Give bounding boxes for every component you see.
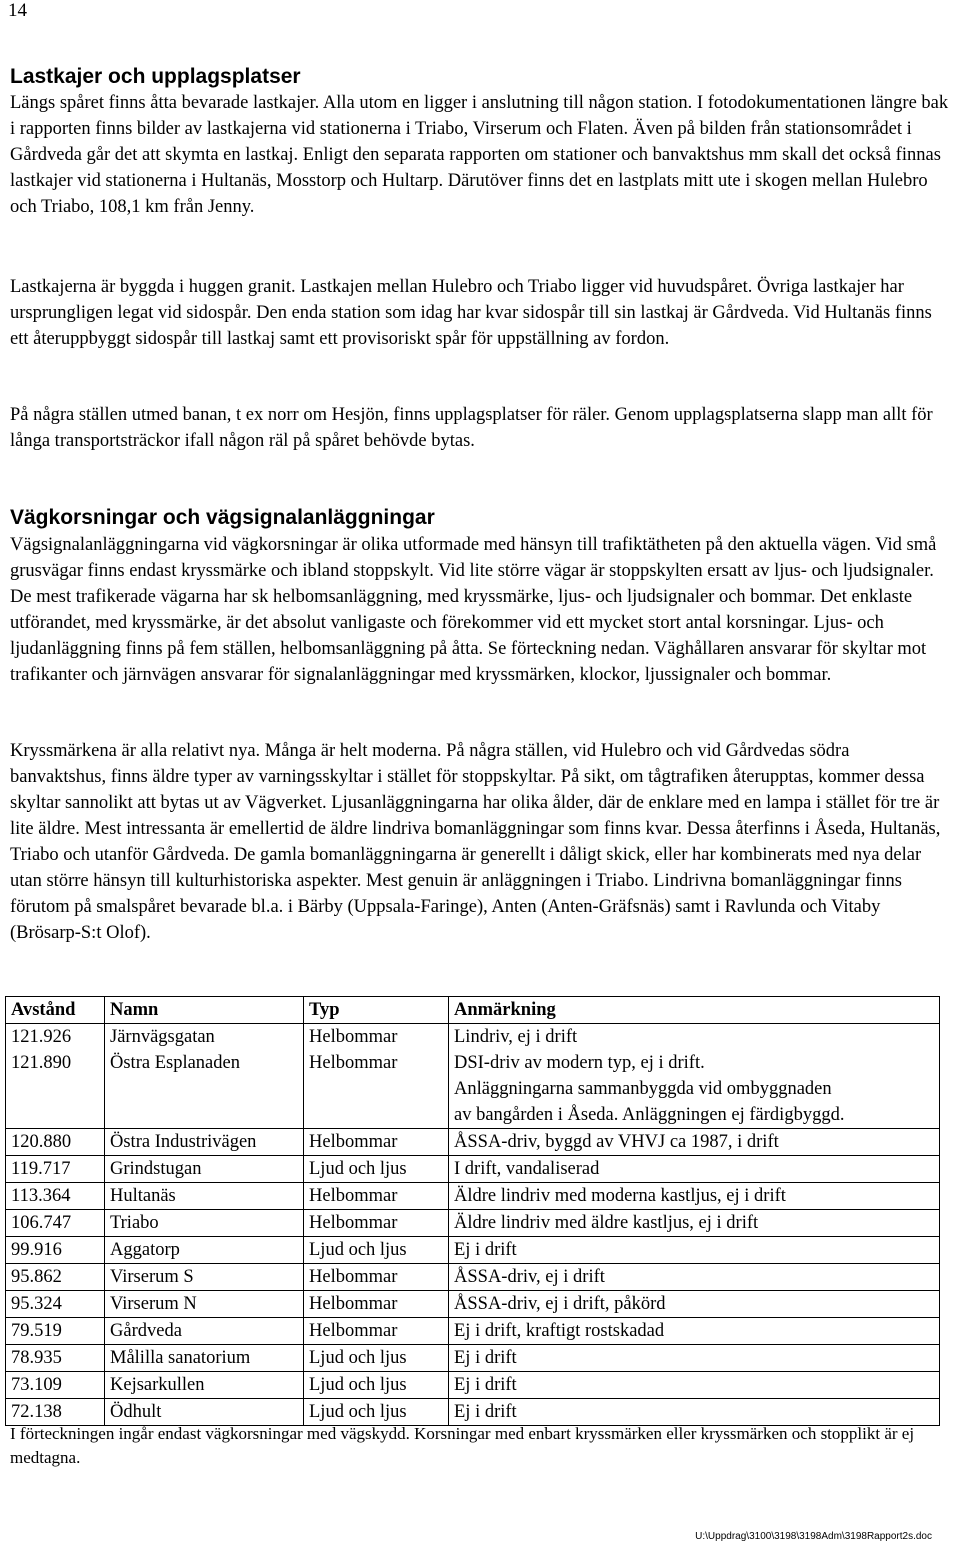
cell-name: Virserum S [105, 1264, 304, 1291]
table-row [6, 1372, 940, 1399]
cell-type: Ljud och ljus [304, 1156, 449, 1183]
cell-distance: 79.519 [6, 1318, 105, 1345]
cell-remark: ÅSSA-driv, ej i drift [449, 1264, 940, 1291]
cell-remark: Ej i drift [449, 1237, 940, 1264]
cell-distance: 73.109 [6, 1372, 105, 1399]
cell-line: DSI-driv av modern typ, ej i drift. [454, 1053, 705, 1073]
paragraph: Kryssmärkena är alla relativt nya. Många är helt moderna. På några ställen, vid Hulebro och vid Gårdvedas södra banvaktshus, finns äldre typer av varningsskyltar i stället för stoppskyltar. På sikt, om tågtrafiken återupptas, kommer dessa skyltar sannolikt att bytas ut av Vägverket. Ljusanläggningarna har olika ålder, där de enklare med en lampa i stället för tre är lite äldre. Mest intressanta är emellertid de äldre lindriva bomanläggningar som finns kvar. Dessa återfinns i Åseda, Hultanäs, Triabo och utanför Gårdveda. De gamla bomanläggningarna är generellt i dåligt skick, eller har kombinerats med nya delar utan större hänsyn till kulturhistoriska aspekter. Mest genuin är anläggningen i Triabo. Lindrivna bomanläggningar finns förutom på smalspåret bevarade bl.a. i Bärby (Uppsala-Faringe), Anten (Anten-Gräfsnäs) samt i Ravlunda och Vitaby (Brösarp-S:t Olof). [10, 741, 941, 943]
cell-line: av bangården i Åseda. Anläggningen ej färdigbyggd. [454, 1105, 845, 1125]
cell-distance: 72.138 [6, 1399, 105, 1426]
cell-type: Ljud och ljus [304, 1399, 449, 1426]
column-header-name: Namn [105, 997, 304, 1024]
table-row [6, 1129, 940, 1156]
cell-distance: 113.364 [6, 1183, 105, 1210]
cell-remark: ÅSSA-driv, ej i drift, påkörd [449, 1291, 940, 1318]
cell-name: Ödhult [105, 1399, 304, 1426]
cell-type: Ljud och ljus [304, 1237, 449, 1264]
table-row [6, 1156, 940, 1183]
cell-type: Helbommar [304, 1183, 449, 1210]
cell-line: Järnvägsgatan [110, 1027, 215, 1047]
cell-distance [6, 1024, 105, 1129]
cell-distance: 119.717 [6, 1156, 105, 1183]
cell-type: Helbommar [304, 1210, 449, 1237]
paragraph: Lastkajerna är byggda i huggen granit. Lastkajen mellan Hulebro och Triabo ligger vid huvudspåret. Övriga lastkajer har ursprungligen legat vid sidospår. Den enda station som idag har kvar sidospår till sin lastkaj är Gårdveda. Vid Hultanäs finns ett återuppbyggt sidospår till lastkaj samt ett provisoriskt spår för uppställning av fordon. [10, 277, 932, 349]
cell-name: Triabo [105, 1210, 304, 1237]
cell-line: Anläggningarna sammanbyggda vid ombyggnaden [454, 1079, 832, 1099]
cell-distance: 120.880 [6, 1129, 105, 1156]
table-row [6, 1264, 940, 1291]
cell-remark: Äldre lindriv med moderna kastljus, ej i drift [449, 1183, 940, 1210]
paragraph: Vägsignalanläggningarna vid vägkorsningar är olika utformade med hänsyn till trafiktätheten på den aktuella vägen. Vid små grusvägar finns endast kryssmärke och ibland stoppskylt. Vid lite större vägar är stoppskylten ersatt av ljus- och ljudsignaler. De mest trafikerade vägarna har sk helbomsanläggning, med kryssmärke, ljus- och ljudsignaler och bommar. Det enklaste utförandet, med kryssmärke, är det absolut vanligaste och förekommer vid ett mycket stort antal korsningar. Ljus- och ljudanläggning finns på fem ställen, helbomsanläggning på åtta. Se förteckning nedan. Väghållaren ansvarar för skyltar mot trafikanter och järnvägen ansvarar för signalanläggningar med kryssmärken, klockor, ljussignaler och bommar. [10, 535, 937, 685]
paragraph: Längs spåret finns åtta bevarade lastkajer. Alla utom en ligger i anslutning till någon station. I fotodokumentationen längre bak i rapporten finns bilder av lastkajerna vid stationerna i Triabo, Virserum och Flaten. Även på bilden från stationsområdet i Gårdveda går det att skymta en lastkaj. Enligt den separata rapporten om stationer och banvaktshus mm skall det också finnas lastkajer vid stationerna i Hultanäs, Mosstorp och Hultarp. Därutöver finns det en lastplats mitt ute i skogen mellan Hulebro och Triabo, 108,1 km från Jenny. [10, 93, 949, 217]
cell-line: Helbommar [309, 1053, 398, 1073]
cell-line: Lindriv, ej i drift [454, 1027, 578, 1047]
column-header-type: Typ [304, 997, 449, 1024]
column-header-remark: Anmärkning [449, 997, 940, 1024]
cell-line: Helbommar [309, 1027, 398, 1047]
cell-name: Kejsarkullen [105, 1372, 304, 1399]
cell-remark: ÅSSA-driv, byggd av VHVJ ca 1987, i drift [449, 1129, 940, 1156]
cell-name: Virserum N [105, 1291, 304, 1318]
cell-type: Helbommar [304, 1264, 449, 1291]
crossings-table [5, 996, 940, 1426]
table-row [6, 1291, 940, 1318]
section-heading-vagkorsningar: Vägkorsningar och vägsignalanläggningar [10, 506, 435, 529]
table-footnote: I förteckningen ingår endast vägkorsningar med vägskydd. Korsningar med enbart kryssmärken eller kryssmärken och stopplikt är ej medtagna. [10, 1424, 915, 1467]
table-row [6, 1237, 940, 1264]
table-row [6, 1024, 940, 1129]
cell-type: Helbommar [304, 1129, 449, 1156]
cell-distance: 99.916 [6, 1237, 105, 1264]
cell-distance: 106.747 [6, 1210, 105, 1237]
cell-line: 121.926 [11, 1027, 72, 1047]
cell-type [304, 1024, 449, 1129]
table-row [6, 1345, 940, 1372]
table-row [6, 1318, 940, 1345]
column-header-distance: Avstånd [6, 997, 105, 1024]
cell-name: Gårdveda [105, 1318, 304, 1345]
cell-name [105, 1024, 304, 1129]
cell-type: Ljud och ljus [304, 1372, 449, 1399]
cell-name: Målilla sanatorium [105, 1345, 304, 1372]
table-row [6, 1183, 940, 1210]
cell-line: 121.890 [11, 1053, 72, 1073]
paragraph: På några ställen utmed banan, t ex norr om Hesjön, finns upplagsplatser för räler. Genom upplagsplatserna slapp man allt för långa transportsträckor ifall någon räl på spåret behövde bytas. [10, 405, 933, 451]
cell-name: Grindstugan [105, 1156, 304, 1183]
cell-name: Östra Industrivägen [105, 1129, 304, 1156]
file-path-footer: U:\Uppdrag\3100\3198\3198Adm\3198Rapport2s.doc [695, 1531, 932, 1542]
section-heading-lastkajer: Lastkajer och upplagsplatser [10, 65, 301, 88]
cell-type: Ljud och ljus [304, 1345, 449, 1372]
cell-remark: Ej i drift, kraftigt rostskadad [449, 1318, 940, 1345]
cell-line: Östra Esplanaden [110, 1053, 240, 1073]
cell-remark: I drift, vandaliserad [449, 1156, 940, 1183]
cell-distance: 95.862 [6, 1264, 105, 1291]
cell-remark: Ej i drift [449, 1399, 940, 1426]
cell-type: Helbommar [304, 1291, 449, 1318]
cell-remark: Ej i drift [449, 1345, 940, 1372]
cell-type: Helbommar [304, 1318, 449, 1345]
cell-remark [449, 1024, 940, 1129]
cell-remark: Äldre lindriv med äldre kastljus, ej i drift [449, 1210, 940, 1237]
cell-name: Hultanäs [105, 1183, 304, 1210]
table-row [6, 1210, 940, 1237]
table-header-row [6, 997, 940, 1024]
cell-distance: 95.324 [6, 1291, 105, 1318]
page-number: 14 [8, 0, 27, 21]
cell-distance: 78.935 [6, 1345, 105, 1372]
cell-name: Aggatorp [105, 1237, 304, 1264]
cell-remark: Ej i drift [449, 1372, 940, 1399]
